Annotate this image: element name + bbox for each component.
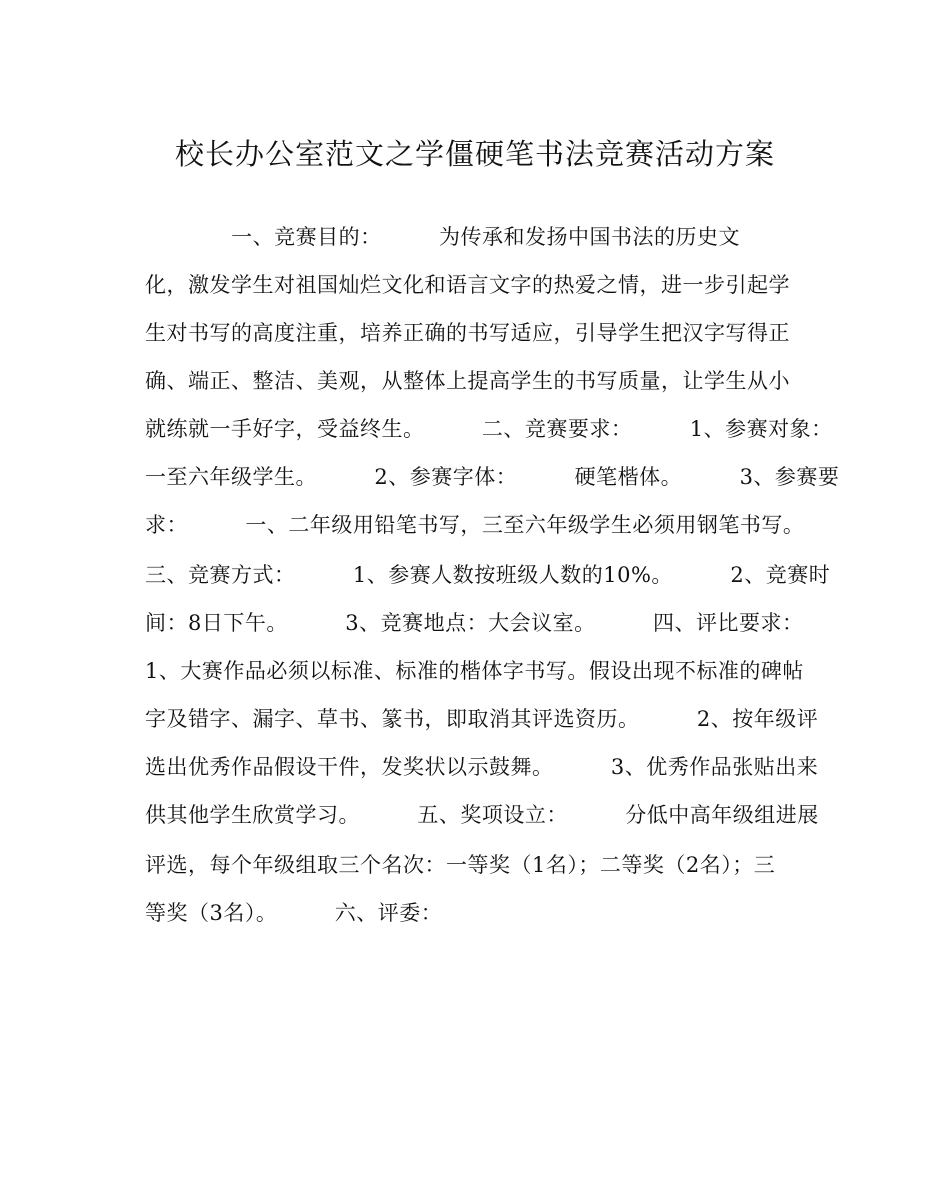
body-line-1: 一、竞赛目的： 为传承和发扬中国书法的历史文 <box>145 225 741 249</box>
body-line-11: 字及错字、漏字、草书、篆书，即取消其评选资历。 2、按年级评 <box>145 707 819 731</box>
document-title: 校长办公室范文之学僵硬笔书法竞赛活动方案 <box>174 137 775 171</box>
body-line-14: 评选，每个年级组取三个名次：一等奖（1名）；二等奖（2名）；三 <box>145 853 776 877</box>
body-line-4: 确、端正、整洁、美观，从整体上提高学生的书写质量，让学生从小 <box>145 369 790 393</box>
body-line-9: 间：8日下午。 3、竞赛地点：大会议室。 四、评比要求： <box>145 611 804 635</box>
body-line-15: 等奖（3名）。 六、评委： <box>145 901 443 925</box>
body-line-5: 就练就一手好字，受益终生。 二、竞赛要求： 1、参赛对象： <box>145 417 833 441</box>
body-line-10: 1、大赛作品必须以标准、标准的楷体字书写。假设出现不标准的碑帖 <box>145 659 804 683</box>
body-line-8: 三、竞赛方式： 1、参赛人数按班级人数的10%。 2、竞赛时 <box>145 563 831 587</box>
body-line-6: 一至六年级学生。 2、参赛字体： 硬笔楷体。 3、参赛要 <box>145 465 840 489</box>
body-line-12: 选出优秀作品假设干件，发奖状以示鼓舞。 3、优秀作品张贴出来 <box>145 755 819 779</box>
body-line-2: 化，激发学生对祖国灿烂文化和语言文字的热爱之情，进一步引起学 <box>145 273 790 297</box>
body-line-3: 生对书写的高度注重，培养正确的书写适应，引导学生把汉字写得正 <box>145 321 790 345</box>
body-line-13: 供其他学生欣赏学习。 五、奖项设立： 分低中高年级组进展 <box>145 803 819 827</box>
body-line-7: 求： 一、二年级用铅笔书写，三至六年级学生必须用钢笔书写。 <box>145 513 805 537</box>
